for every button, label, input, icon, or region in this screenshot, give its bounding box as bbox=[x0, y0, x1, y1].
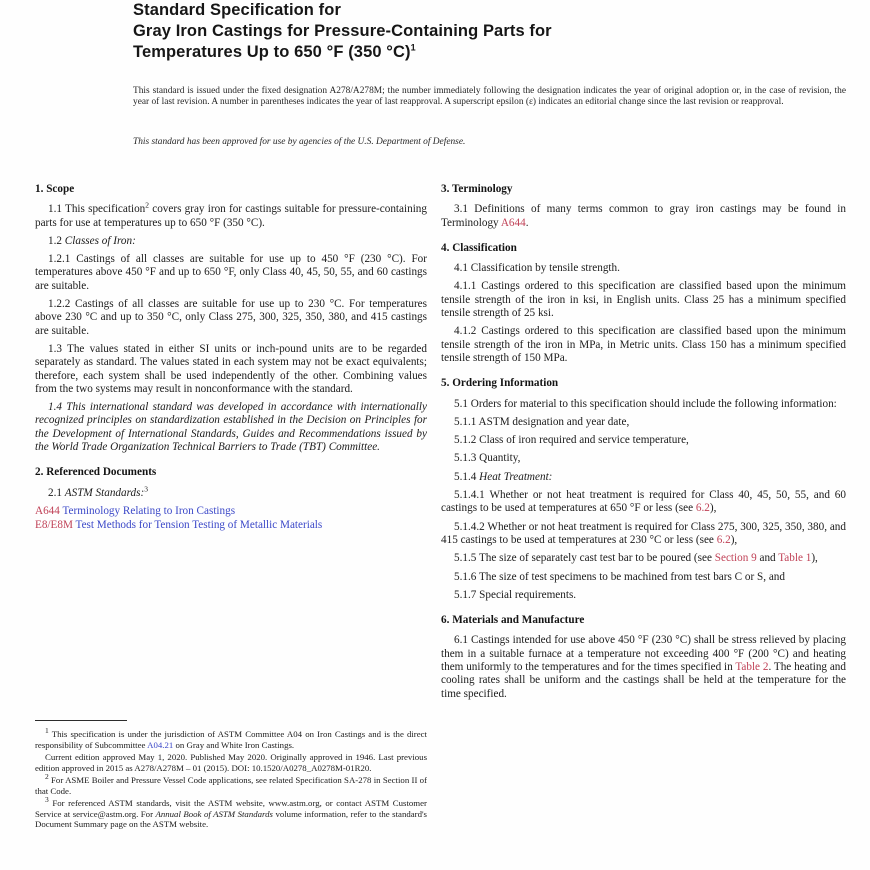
text-segment: 5.1.4.2 Whether or not heat treatment is required for Class 275, 300, 325, 350, 380, and 415 castings to be used at temperatures at 230 °C or less (see bbox=[441, 520, 846, 546]
paragraph bbox=[441, 634, 846, 700]
section-heading bbox=[35, 466, 427, 479]
text-segment: 3. Terminology bbox=[441, 183, 513, 195]
text-segment: 1.1 This specification bbox=[48, 203, 146, 216]
section-heading bbox=[441, 242, 846, 255]
footnote-separator-rule bbox=[35, 720, 127, 721]
text-segment: 5.1.5 The size of separately cast test bar to be poured (see bbox=[454, 552, 715, 565]
crossref-link[interactable]: Table 1 bbox=[778, 552, 812, 565]
section-heading bbox=[441, 377, 846, 390]
text-segment: ASTM Standards: bbox=[64, 486, 145, 499]
paragraph bbox=[35, 200, 427, 230]
footnote bbox=[35, 726, 427, 750]
footnote-marker: 2 bbox=[145, 200, 150, 210]
crossref-link[interactable]: A644 bbox=[35, 504, 63, 517]
text-segment: . bbox=[525, 216, 529, 229]
text-segment: ), bbox=[709, 502, 717, 515]
title-line-1: Standard Specification for bbox=[133, 1, 341, 19]
paragraph bbox=[441, 521, 846, 548]
text-segment: covers gray iron for castings suitable for pressure-containing parts for use at temperatures up to 650 °F (350 °C). bbox=[35, 203, 427, 229]
paragraph bbox=[441, 398, 846, 411]
text-segment: This specification is under the jurisdiction of ASTM Committee A04 on Iron Castings and is the direct responsibility of Subcommittee bbox=[35, 729, 427, 750]
text-segment: 5.1.7 Special requirements. bbox=[454, 588, 577, 601]
text-segment: Annual Book of ASTM Standards bbox=[155, 808, 273, 819]
paragraph bbox=[441, 262, 846, 275]
paragraph bbox=[441, 434, 846, 447]
section-heading bbox=[35, 183, 427, 196]
text-segment: 3.1 Definitions of many terms common to gray iron castings may be found in Terminology bbox=[441, 203, 846, 229]
crossref-link[interactable]: E8/E8M bbox=[35, 519, 76, 532]
text-segment: 5.1.3 Quantity, bbox=[454, 452, 521, 465]
footnotes-area bbox=[35, 720, 427, 870]
footnote bbox=[35, 795, 427, 830]
document-link[interactable]: A04.21 bbox=[147, 739, 174, 750]
section-heading bbox=[441, 183, 846, 196]
crossref-link[interactable]: Section 9 bbox=[714, 552, 757, 565]
issue-designation-note: This standard is issued under the fixed designation A278/A278M; the number immediately following the designation indicates the year of original adoption or, in the case of revision, the year of last revision. A number in parentheses indicates the year of last reapproval. A superscript epsilon (ε) indicates an editorial change since the last revision or reapproval. bbox=[133, 86, 846, 108]
text-segment: 2.1 bbox=[48, 486, 65, 499]
footnote-marker: 1 bbox=[45, 726, 49, 736]
text-segment: 1.2.2 Castings of all classes are suitable for use up to 230 °C. For temperatures above 230 °C and up to 350 °C, only Class 275, 300, 325, 350, 380, and 415 castings are suitable. bbox=[35, 298, 427, 337]
text-segment: 2. Referenced Documents bbox=[35, 466, 157, 479]
text-segment: 5. Ordering Information bbox=[441, 377, 559, 390]
text-segment: Heat Treatment: bbox=[479, 470, 553, 483]
text-segment: 6.1 Castings intended for use above 450 °F (230 °C) shall be stress relieved by placing them in a suitable furnace at a temperature not exceeding 400 °F (200 °C) and heating them uniformly to the temperatures and for the times specified in bbox=[441, 634, 846, 674]
text-segment: 5.1.6 The size of test specimens to be machined from test bars C or S, and bbox=[454, 570, 785, 583]
title-block bbox=[133, 0, 833, 63]
reference-entry bbox=[35, 519, 427, 532]
footnote-marker: 2 bbox=[45, 772, 49, 782]
document-link[interactable]: Test Methods for Tension Testing of Metallic Materials bbox=[75, 519, 323, 532]
footnotes-list bbox=[35, 726, 427, 830]
text-segment: 1.2 bbox=[48, 234, 65, 247]
text-segment: . The heating and cooling rates shall be uniform and the castings shall be held at the temperature for the time specified. bbox=[441, 661, 846, 700]
paragraph bbox=[35, 343, 427, 396]
paragraph bbox=[35, 235, 427, 248]
text-segment: 1.2.1 Castings of all classes are suitable for use up to 450 °F (230 °C). For temperatures above 450 °F and up to 650 °F, only Class 40, 45, 50, 55, and 60 castings are suitable. bbox=[35, 253, 427, 292]
paragraph bbox=[441, 489, 846, 516]
text-segment: 5.1.4 bbox=[454, 470, 480, 483]
text-segment: 5.1.4.1 Whether or not heat treatment is required for Class 40, 45, 50, 55, and 60 castings to be used at temperatures at 650 °F or less (see bbox=[441, 489, 846, 515]
paragraph bbox=[441, 452, 846, 465]
crossref-link[interactable]: 6.2 bbox=[695, 502, 710, 515]
footnote-marker: 3 bbox=[144, 483, 148, 493]
crossref-link[interactable]: Table 2 bbox=[735, 661, 769, 674]
section-heading bbox=[441, 614, 846, 627]
text-segment: on Gray and White Iron Castings. bbox=[173, 739, 295, 750]
paragraph bbox=[441, 416, 846, 429]
paragraph bbox=[35, 483, 427, 500]
text-segment: and bbox=[756, 552, 779, 565]
paragraph bbox=[441, 571, 846, 584]
footnote bbox=[35, 752, 427, 773]
text-segment: 4.1 Classification by tensile strength. bbox=[454, 262, 620, 275]
paragraph bbox=[441, 589, 846, 602]
dod-approval-note: This standard has been approved for use by agencies of the U.S. Department of Defense. bbox=[133, 137, 466, 147]
text-segment: Classes of Iron: bbox=[64, 234, 136, 247]
right-column bbox=[441, 180, 846, 870]
text-segment: 5.1.2 Class of iron required and service temperature, bbox=[454, 434, 689, 447]
paragraph bbox=[441, 280, 846, 320]
paragraph bbox=[35, 401, 427, 454]
text-segment: 4.1.1 Castings ordered to this specification are classified based upon the minimum tensile strength of the iron in ksi, in English units. Class 25 has a minimum specified tensile strength of 25 ksi. bbox=[441, 280, 846, 320]
document-title bbox=[133, 0, 833, 63]
text-segment: 1.3 The values stated in either SI units or inch-pound units are to be regarded separately as standard. The values stated in each system may not be exact equivalents; therefore, each system shall be used independently of the other. Combining values from the two systems may result in nonconformance with the standard. bbox=[35, 342, 427, 395]
text-segment: For referenced ASTM standards, visit the ASTM website, www.astm.org, or contact ASTM Customer Service at service@astm.org. For bbox=[35, 798, 427, 819]
paragraph bbox=[441, 471, 846, 484]
text-segment: 5.1 Orders for material to this specification should include the following information: bbox=[454, 397, 837, 410]
title-line-2: Gray Iron Castings for Pressure-Containing Parts for bbox=[133, 22, 552, 40]
title-footnote-marker: 1 bbox=[410, 42, 416, 53]
text-segment: 4. Classification bbox=[441, 241, 517, 254]
text-segment: 6. Materials and Manufacture bbox=[441, 614, 585, 627]
paragraph bbox=[441, 325, 846, 365]
crossref-link[interactable]: 6.2 bbox=[716, 533, 731, 546]
crossref-link[interactable]: A644 bbox=[500, 216, 526, 229]
text-segment: 4.1.2 Castings ordered to this specification are classified based upon the minimum tensile strength of the iron in MPa, in Metric units. Class 150 has a minimum specified tensile strength of 150 MPa. bbox=[441, 325, 846, 364]
paragraph bbox=[35, 253, 427, 293]
paragraph bbox=[35, 298, 427, 338]
paragraph bbox=[441, 203, 846, 230]
title-line-3: Temperatures Up to 650 °F (350 °C) bbox=[133, 43, 411, 61]
text-segment: ), bbox=[730, 533, 738, 546]
text-segment: volume information, refer to the standard's Document Summary page on the ASTM website. bbox=[35, 808, 427, 829]
text-segment: ), bbox=[811, 552, 818, 565]
left-column bbox=[35, 180, 427, 534]
footnote bbox=[35, 772, 427, 796]
document-link[interactable]: Terminology Relating to Iron Castings bbox=[62, 504, 236, 517]
paragraph bbox=[441, 552, 846, 565]
text-segment: Current edition approved May 1, 2020. Published May 2020. Originally approved in 1946. Last previous edition approved in 2015 as A278/A278M – 01 (2015). DOI: 10.1520/A0278_A0278M-01R20. bbox=[35, 752, 427, 773]
footnote-marker: 3 bbox=[45, 795, 49, 805]
reference-entry bbox=[35, 505, 427, 518]
text-segment: 5.1.1 ASTM designation and year date, bbox=[454, 415, 630, 428]
text-segment: 1.4 This international standard was developed in accordance with internationally recognized principles on standardization established in the Decision on Principles for the Development of International Standards, Guides and Recommendations issued by the World Trade Organization Technical Barriers to Trade (TBT) Committee. bbox=[35, 401, 427, 454]
text-segment: For ASME Boiler and Pressure Vessel Code applications, see related Specification SA-278 in Section II of that Code. bbox=[35, 775, 427, 796]
text-segment: 1. Scope bbox=[35, 183, 75, 195]
